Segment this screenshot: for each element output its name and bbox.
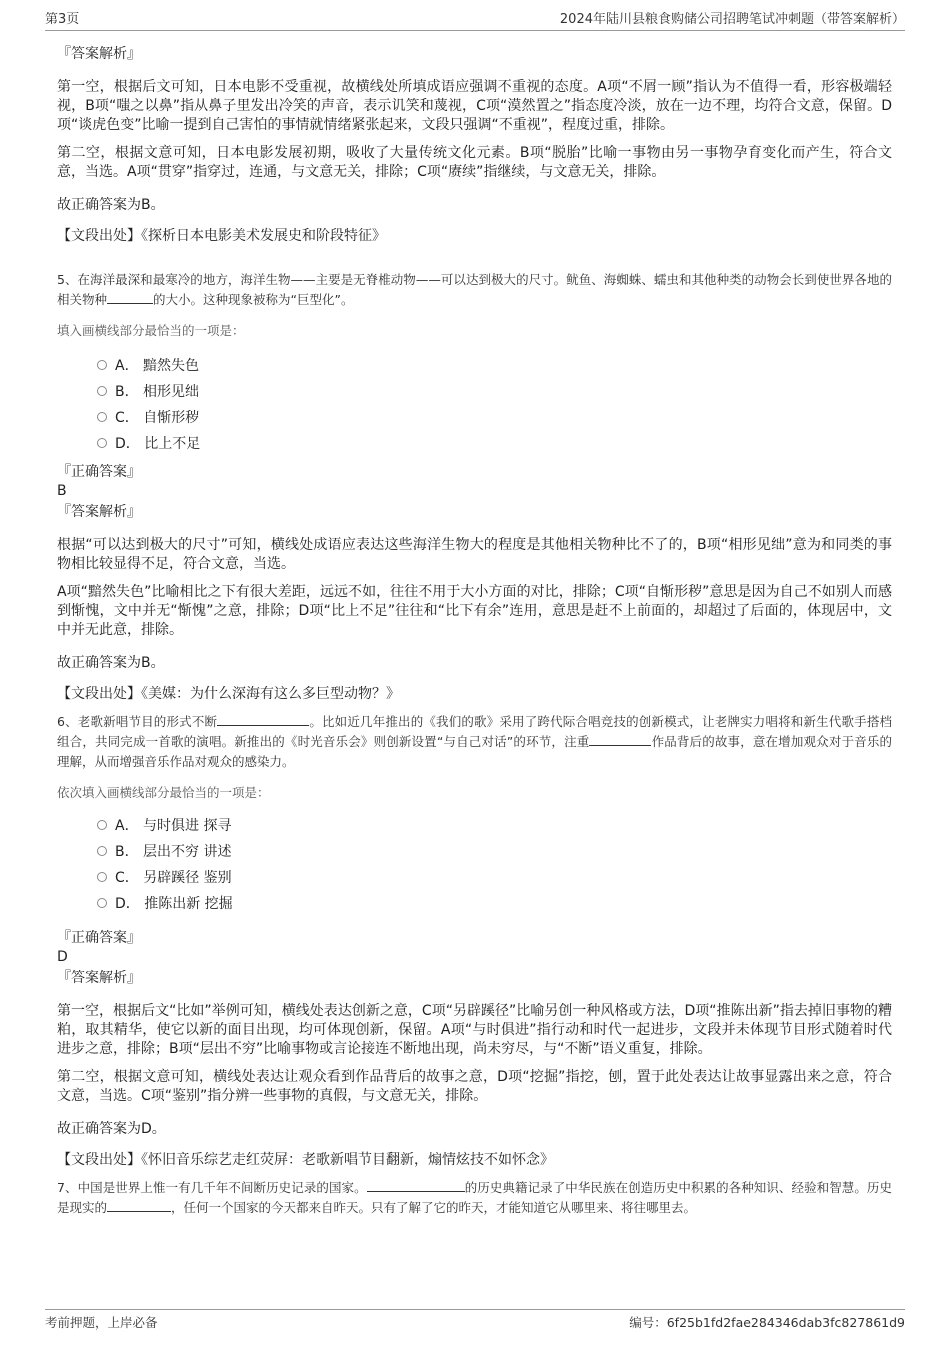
analysis-paragraph: A项“黯然失色”比喻相比之下有很大差距，远远不如，往往不用于大小方面的对比，排除；C项“自惭形秽”意思是因为自己不如别人而感到惭愧，文中并无“惭愧”之意，排除；D项“比上不足”往往和“比下有余”连用，意思是赶不上前面的，却超过了后面的，体现居中，文中并无此意，排除。	[57, 584, 892, 638]
conclusion-text: 故正确答案为B。	[57, 197, 165, 213]
radio-button[interactable]	[97, 846, 107, 856]
fill-blank	[589, 733, 651, 746]
conclusion-text: 故正确答案为B。	[57, 655, 165, 671]
question-instruction: 依次填入画横线部分最恰当的一项是：	[57, 785, 270, 800]
radio-button[interactable]	[97, 360, 107, 370]
option-c[interactable]: C． 另辟蹊径 鉴别	[57, 864, 892, 890]
analysis-paragraph: 第二空，根据文意可知，日本电影发展初期，吸收了大量传统文化元素。B项“脱胎”比喻一事物由另一事物孕育变化而产生，符合文意，当选。A项“贯穿”指穿过，连通，与文意无关，排除；C项“赓续”指继续，与文意无关，排除。	[57, 145, 892, 180]
options-list	[57, 812, 892, 916]
question-stem: 6、老歌新唱节目的形式不断 。比如近几年推出的《我们的歌》采用了跨代际合唱竞技的创新模式，让老牌实力唱将和新生代歌手搭档组合，共同完成一首歌的演唱。新推出的《时光音乐会》则创新设置“与自己对话”的环节，注重 作品背后的故事，意在增加观众对于音乐的理解，从而增强音乐作品对观众的感染力。	[57, 714, 892, 769]
page-footer	[45, 1313, 905, 1331]
radio-button[interactable]	[97, 872, 107, 882]
fill-blank	[107, 291, 153, 304]
header-divider	[45, 30, 905, 31]
document-title: 2024年陆川县粮食购储公司招聘笔试冲刺题（带答案解析）	[559, 12, 905, 27]
analysis-paragraph: 第二空，根据文意可知，横线处表达让观众看到作品背后的故事之意，D项“挖掘”指挖，刨，置于此处表达让故事显露出来之意，符合文意，当选。C项“鉴别”指分辨一些事物的真假，与文意无关，排除。	[57, 1069, 892, 1104]
document-serial-number: 编号：6f25b1fd2fae284346dab3fc827861d9	[629, 1315, 905, 1330]
option-d[interactable]: D． 比上不足	[57, 430, 892, 456]
source-citation: 【文段出处】《怀旧音乐综艺走红荧屏：老歌新唱节目翻新，煽情炫技不如怀念》	[57, 1152, 554, 1168]
document-body	[57, 40, 892, 1218]
fill-blank	[367, 1179, 465, 1192]
fill-blank	[217, 713, 309, 726]
source-citation: 【文段出处】《美媒：为什么深海有这么多巨型动物？》	[57, 686, 400, 702]
radio-button[interactable]	[97, 386, 107, 396]
correct-answer: B	[57, 483, 67, 499]
radio-button[interactable]	[97, 820, 107, 830]
answer-analysis-label: 『答案解析』	[57, 46, 141, 62]
correct-answer: D	[57, 949, 68, 965]
question-stem: 5、在海洋最深和最寒冷的地方，海洋生物——主要是无脊椎动物——可以达到极大的尺寸。鱿鱼、海蜘蛛、蠕虫和其他种类的动物会长到使世界各地的相关物种 的大小。这种现象被称为“巨型化”。	[57, 272, 892, 307]
analysis-paragraph: 第一空，根据后文“比如”举例可知，横线处表达创新之意，C项“另辟蹊径”比喻另创一种风格或方法，D项“推陈出新”指去掉旧事物的糟粕，取其精华，使它以新的面目出现，均可体现创新，保留。A项“与时俱进”指行动和时代一起进步，文段并未体现节目形式随着时代进步之意，排除；B项“层出不穷”比喻事物或言论接连不断地出现，尚未穷尽，与“不断”语义重复，排除。	[57, 1003, 892, 1057]
question-stem: 7、中国是世界上惟一有几千年不间断历史记录的国家。 的历史典籍记录了中华民族在创造历史中积累的各种知识、经验和智慧。历史是现实的 ，任何一个国家的今天都来自昨天。只有了解了它的昨天，才能知道它从哪里来、将往哪里去。	[57, 1180, 892, 1215]
options-list	[57, 352, 892, 456]
footer-slogan: 考前押题，上岸必备	[45, 1315, 158, 1330]
answer-analysis-label: 『答案解析』	[57, 504, 141, 520]
page-header	[45, 8, 905, 28]
analysis-paragraph: 根据“可以达到极大的尺寸”可知，横线处成语应表达这些海洋生物大的程度是其他相关物种比不了的，B项“相形见绌”意为和同类的事物相比较显得不足，符合文意，当选。	[57, 537, 892, 572]
radio-button[interactable]	[97, 898, 107, 908]
option-c[interactable]: C． 自惭形秽	[57, 404, 892, 430]
conclusion-text: 故正确答案为D。	[57, 1121, 166, 1137]
question-instruction: 填入画横线部分最恰当的一项是：	[57, 323, 245, 338]
fill-blank	[107, 1199, 171, 1212]
option-a[interactable]: A． 与时俱进 探寻	[57, 812, 892, 838]
footer-divider	[45, 1309, 905, 1310]
source-citation: 【文段出处】《探析日本电影美术发展史和阶段特征》	[57, 228, 386, 244]
correct-answer-label: 『正确答案』	[57, 930, 141, 946]
answer-analysis-label: 『答案解析』	[57, 970, 141, 986]
option-a[interactable]: A． 黯然失色	[57, 352, 892, 378]
page-number: 第3页	[45, 12, 80, 27]
option-d[interactable]: D． 推陈出新 挖掘	[57, 890, 892, 916]
correct-answer-label: 『正确答案』	[57, 464, 141, 480]
option-b[interactable]: B． 层出不穷 讲述	[57, 838, 892, 864]
radio-button[interactable]	[97, 412, 107, 422]
option-b[interactable]: B． 相形见绌	[57, 378, 892, 404]
analysis-paragraph: 第一空，根据后文可知，日本电影不受重视，故横线处所填成语应强调不重视的态度。A项“不屑一顾”指认为不值得一看，形容极端轻视，B项“嗤之以鼻”指从鼻子里发出冷笑的声音，表示讥笑和蔑视，C项“漠然置之”指态度冷淡，放在一边不理，均符合文意，保留。D项“谈虎色变”比喻一提到自己害怕的事情就情绪紧张起来，文段只强调“不重视”，程度过重，排除。	[57, 79, 892, 133]
radio-button[interactable]	[97, 438, 107, 448]
